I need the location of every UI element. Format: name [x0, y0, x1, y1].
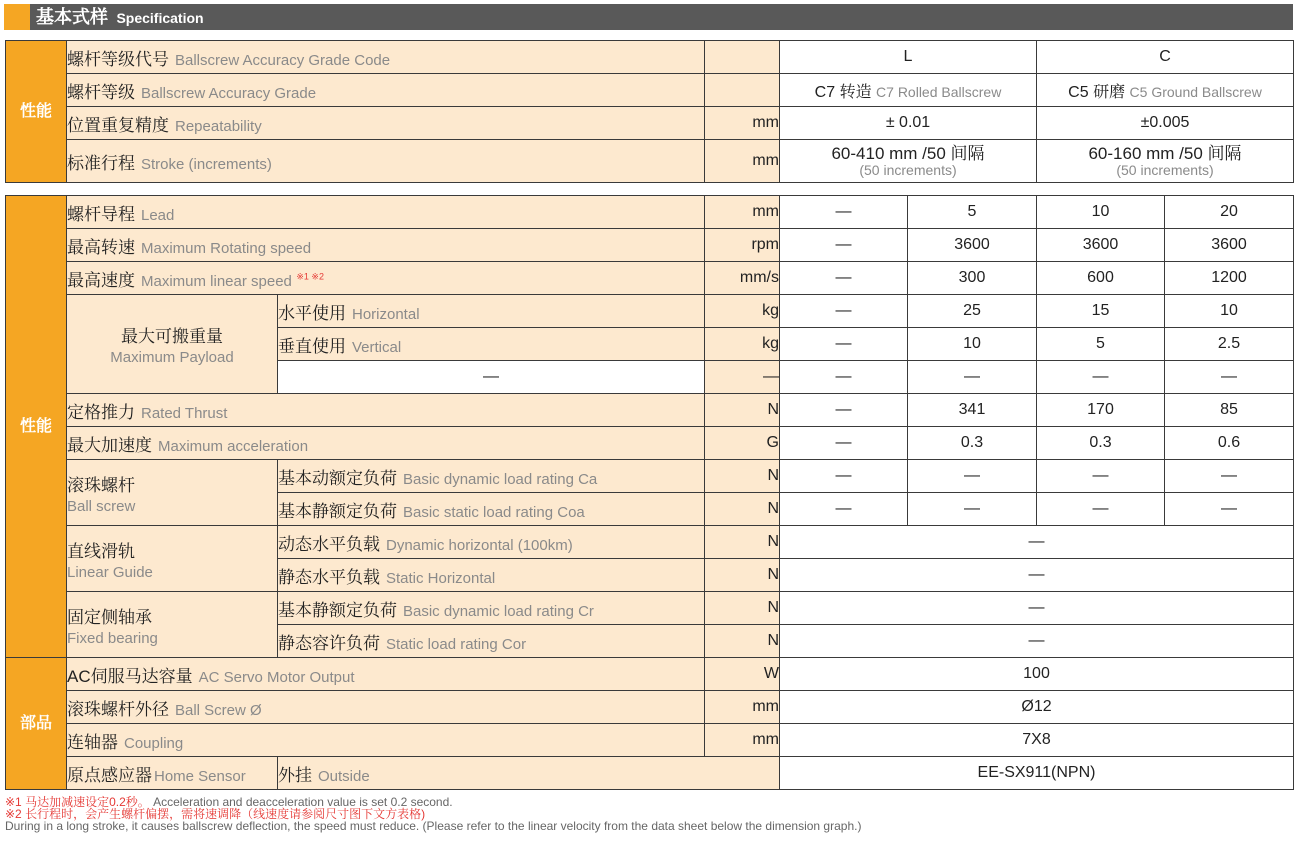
payload-vertical-unit: kg	[705, 328, 780, 361]
motor-unit: W	[705, 658, 780, 691]
guide-static-value: —	[780, 559, 1294, 592]
ballscrew-dynamic-label: 基本动额定负荷 Basic dynamic load rating Ca	[278, 460, 705, 493]
thrust-value: —	[780, 394, 908, 427]
stroke-unit: mm	[705, 140, 780, 183]
ballscrew-group-label: 滚珠螺杆 Ball screw	[67, 460, 278, 526]
speed-value: 1200	[1165, 262, 1294, 295]
thrust-unit: N	[705, 394, 780, 427]
ballscrew-static-value: —	[780, 493, 908, 526]
rpm-value: 3600	[1037, 229, 1165, 262]
guide-dynamic-value: —	[780, 526, 1294, 559]
accel-value: 0.3	[908, 427, 1037, 460]
payload-other-value: —	[1165, 361, 1294, 394]
screw-diameter-label: 滚珠螺杆外径 Ball Screw Ø	[67, 691, 705, 724]
guide-dynamic-label: 动态水平负载 Dynamic horizontal (100km)	[278, 526, 705, 559]
rpm-value: 3600	[1165, 229, 1294, 262]
footnotes	[5, 796, 861, 832]
home-sensor-value: EE-SX911(NPN)	[780, 757, 1294, 790]
table-row	[6, 140, 1294, 183]
section-title	[36, 4, 204, 30]
table-row	[6, 691, 1294, 724]
ballscrew-dynamic-value: —	[1165, 460, 1294, 493]
bearing-static-label: 静态容许负荷 Static load rating Cor	[278, 625, 705, 658]
bearing-dynamic-label: 基本静额定负荷 Basic dynamic load rating Cr	[278, 592, 705, 625]
speed-label: 最高速度 Maximum linear speed $^{※1 ※2}$	[67, 262, 705, 295]
grade-code-label: 螺杆等级代号 Ballscrew Accuracy Grade Code	[67, 41, 705, 74]
footnote-1: ※1 马达加减速设定0.2秒。 Acceleration and deacceleration value is set 0.2 second.	[5, 795, 453, 809]
payload-vertical-value: —	[780, 328, 908, 361]
thrust-label: 定格推力 Rated Thrust	[67, 394, 705, 427]
motor-label: AC伺服马达容量 AC Servo Motor Output	[67, 658, 705, 691]
grade-c: C5 研磨 C5 Ground Ballscrew	[1037, 74, 1294, 107]
bearing-dynamic-unit: N	[705, 592, 780, 625]
accel-unit: G	[705, 427, 780, 460]
payload-horizontal-value: —	[780, 295, 908, 328]
repeatability-c: ±0.005	[1037, 107, 1294, 140]
guide-dynamic-unit: N	[705, 526, 780, 559]
rpm-value: 3600	[908, 229, 1037, 262]
payload-horizontal-value: 15	[1037, 295, 1165, 328]
speed-unit: mm/s	[705, 262, 780, 295]
header-accent	[4, 4, 30, 30]
guide-static-label: 静态水平负载 Static Horizontal	[278, 559, 705, 592]
screw-diameter-unit: mm	[705, 691, 780, 724]
table-row	[6, 526, 1294, 559]
payload-other-value: —	[780, 361, 908, 394]
thrust-value: 170	[1037, 394, 1165, 427]
screw-diameter-value: Ø12	[780, 691, 1294, 724]
payload-other-value: —	[1037, 361, 1165, 394]
payload-other-value: —	[908, 361, 1037, 394]
ballscrew-static-value: —	[908, 493, 1037, 526]
coupling-value: 7X8	[780, 724, 1294, 757]
repeatability-unit: mm	[705, 107, 780, 140]
rpm-label: 最高转速 Maximum Rotating speed	[67, 229, 705, 262]
grade-code-unit	[705, 41, 780, 74]
stroke-l: 60-410 mm /50 间隔 (50 increments)	[780, 140, 1037, 183]
section-title-en: Specification	[116, 10, 204, 26]
ballscrew-dynamic-unit: N	[705, 460, 780, 493]
table-row	[6, 394, 1294, 427]
side-label-performance: 性能	[6, 41, 67, 183]
payload-vertical-value: 10	[908, 328, 1037, 361]
footnote-2-en: During in a long stroke, it causes ballscrew deflection, the speed must reduce. (Please refer to the linear velocity from the data sheet below the dimension graph.)	[5, 819, 862, 833]
payload-other-unit: —	[705, 361, 780, 394]
bearing-static-unit: N	[705, 625, 780, 658]
grade-l: C7 转造 C7 Rolled Ballscrew	[780, 74, 1037, 107]
repeatability-label: 位置重复精度 Repeatability	[67, 107, 705, 140]
speed-value: 600	[1037, 262, 1165, 295]
table-row	[6, 107, 1294, 140]
coupling-label: 连轴器 Coupling	[67, 724, 705, 757]
footnote-2: ※2 长行程时，会产生螺杆偏摆，需将速调降（线速度请参阅尺寸图下文方表格)	[5, 807, 426, 821]
accel-value: —	[780, 427, 908, 460]
grade-table	[5, 40, 1294, 183]
lead-value: —	[780, 196, 908, 229]
section-title-zh: 基本式样	[36, 7, 108, 27]
lead-value: 10	[1037, 196, 1165, 229]
table-row	[6, 262, 1294, 295]
payload-horizontal-value: 10	[1165, 295, 1294, 328]
payload-vertical-label: 垂直使用 Vertical	[278, 328, 705, 361]
table-row	[6, 658, 1294, 691]
table-row	[6, 41, 1294, 74]
table-row	[6, 196, 1294, 229]
home-sensor-label: 原点感应器 Home Sensor	[67, 757, 278, 790]
lead-unit: mm	[705, 196, 780, 229]
stroke-label: 标准行程 Stroke (increments)	[67, 140, 705, 183]
table-row	[6, 229, 1294, 262]
guide-static-unit: N	[705, 559, 780, 592]
ballscrew-static-value: —	[1037, 493, 1165, 526]
table-row	[6, 295, 1294, 328]
table-row	[6, 592, 1294, 625]
performance-table	[5, 195, 1294, 790]
grade-code-l: L	[780, 41, 1037, 74]
lead-label: 螺杆导程 Lead	[67, 196, 705, 229]
grade-label: 螺杆等级 Ballscrew Accuracy Grade	[67, 74, 705, 107]
thrust-value: 85	[1165, 394, 1294, 427]
ballscrew-static-value: —	[1165, 493, 1294, 526]
speed-value: 300	[908, 262, 1037, 295]
rpm-unit: rpm	[705, 229, 780, 262]
payload-horizontal-value: 25	[908, 295, 1037, 328]
side-label-performance-2: 性能	[6, 196, 67, 658]
ballscrew-dynamic-value: —	[908, 460, 1037, 493]
ballscrew-static-unit: N	[705, 493, 780, 526]
table-row	[6, 427, 1294, 460]
table-row	[6, 74, 1294, 107]
payload-vertical-value: 5	[1037, 328, 1165, 361]
speed-value: —	[780, 262, 908, 295]
guide-group-label: 直线滑轨 Linear Guide	[67, 526, 278, 592]
grade-code-c: C	[1037, 41, 1294, 74]
payload-group-label: 最大可搬重量 Maximum Payload	[67, 295, 278, 394]
side-label-parts: 部品	[6, 658, 67, 790]
home-sensor-mount-label: 外挂 Outside	[278, 757, 780, 790]
payload-other-label: —	[278, 361, 705, 394]
ballscrew-dynamic-value: —	[1037, 460, 1165, 493]
accel-label: 最大加速度 Maximum acceleration	[67, 427, 705, 460]
stroke-c: 60-160 mm /50 间隔 (50 increments)	[1037, 140, 1294, 183]
accel-value: 0.6	[1165, 427, 1294, 460]
repeatability-l: ± 0.01	[780, 107, 1037, 140]
table-row	[6, 757, 1294, 790]
coupling-unit: mm	[705, 724, 780, 757]
ballscrew-dynamic-value: —	[780, 460, 908, 493]
bearing-dynamic-value: —	[780, 592, 1294, 625]
bearing-group-label: 固定侧轴承 Fixed bearing	[67, 592, 278, 658]
grade-unit	[705, 74, 780, 107]
motor-value: 100	[780, 658, 1294, 691]
table-row	[6, 724, 1294, 757]
payload-horizontal-label: 水平使用 Horizontal	[278, 295, 705, 328]
payload-horizontal-unit: kg	[705, 295, 780, 328]
rpm-value: —	[780, 229, 908, 262]
payload-vertical-value: 2.5	[1165, 328, 1294, 361]
lead-value: 20	[1165, 196, 1294, 229]
bearing-static-value: —	[780, 625, 1294, 658]
table-row	[6, 460, 1294, 493]
lead-value: 5	[908, 196, 1037, 229]
speed-footnote-ref: ※1 ※2	[296, 271, 324, 282]
ballscrew-static-label: 基本静额定负荷 Basic static load rating Coa	[278, 493, 705, 526]
accel-value: 0.3	[1037, 427, 1165, 460]
thrust-value: 341	[908, 394, 1037, 427]
